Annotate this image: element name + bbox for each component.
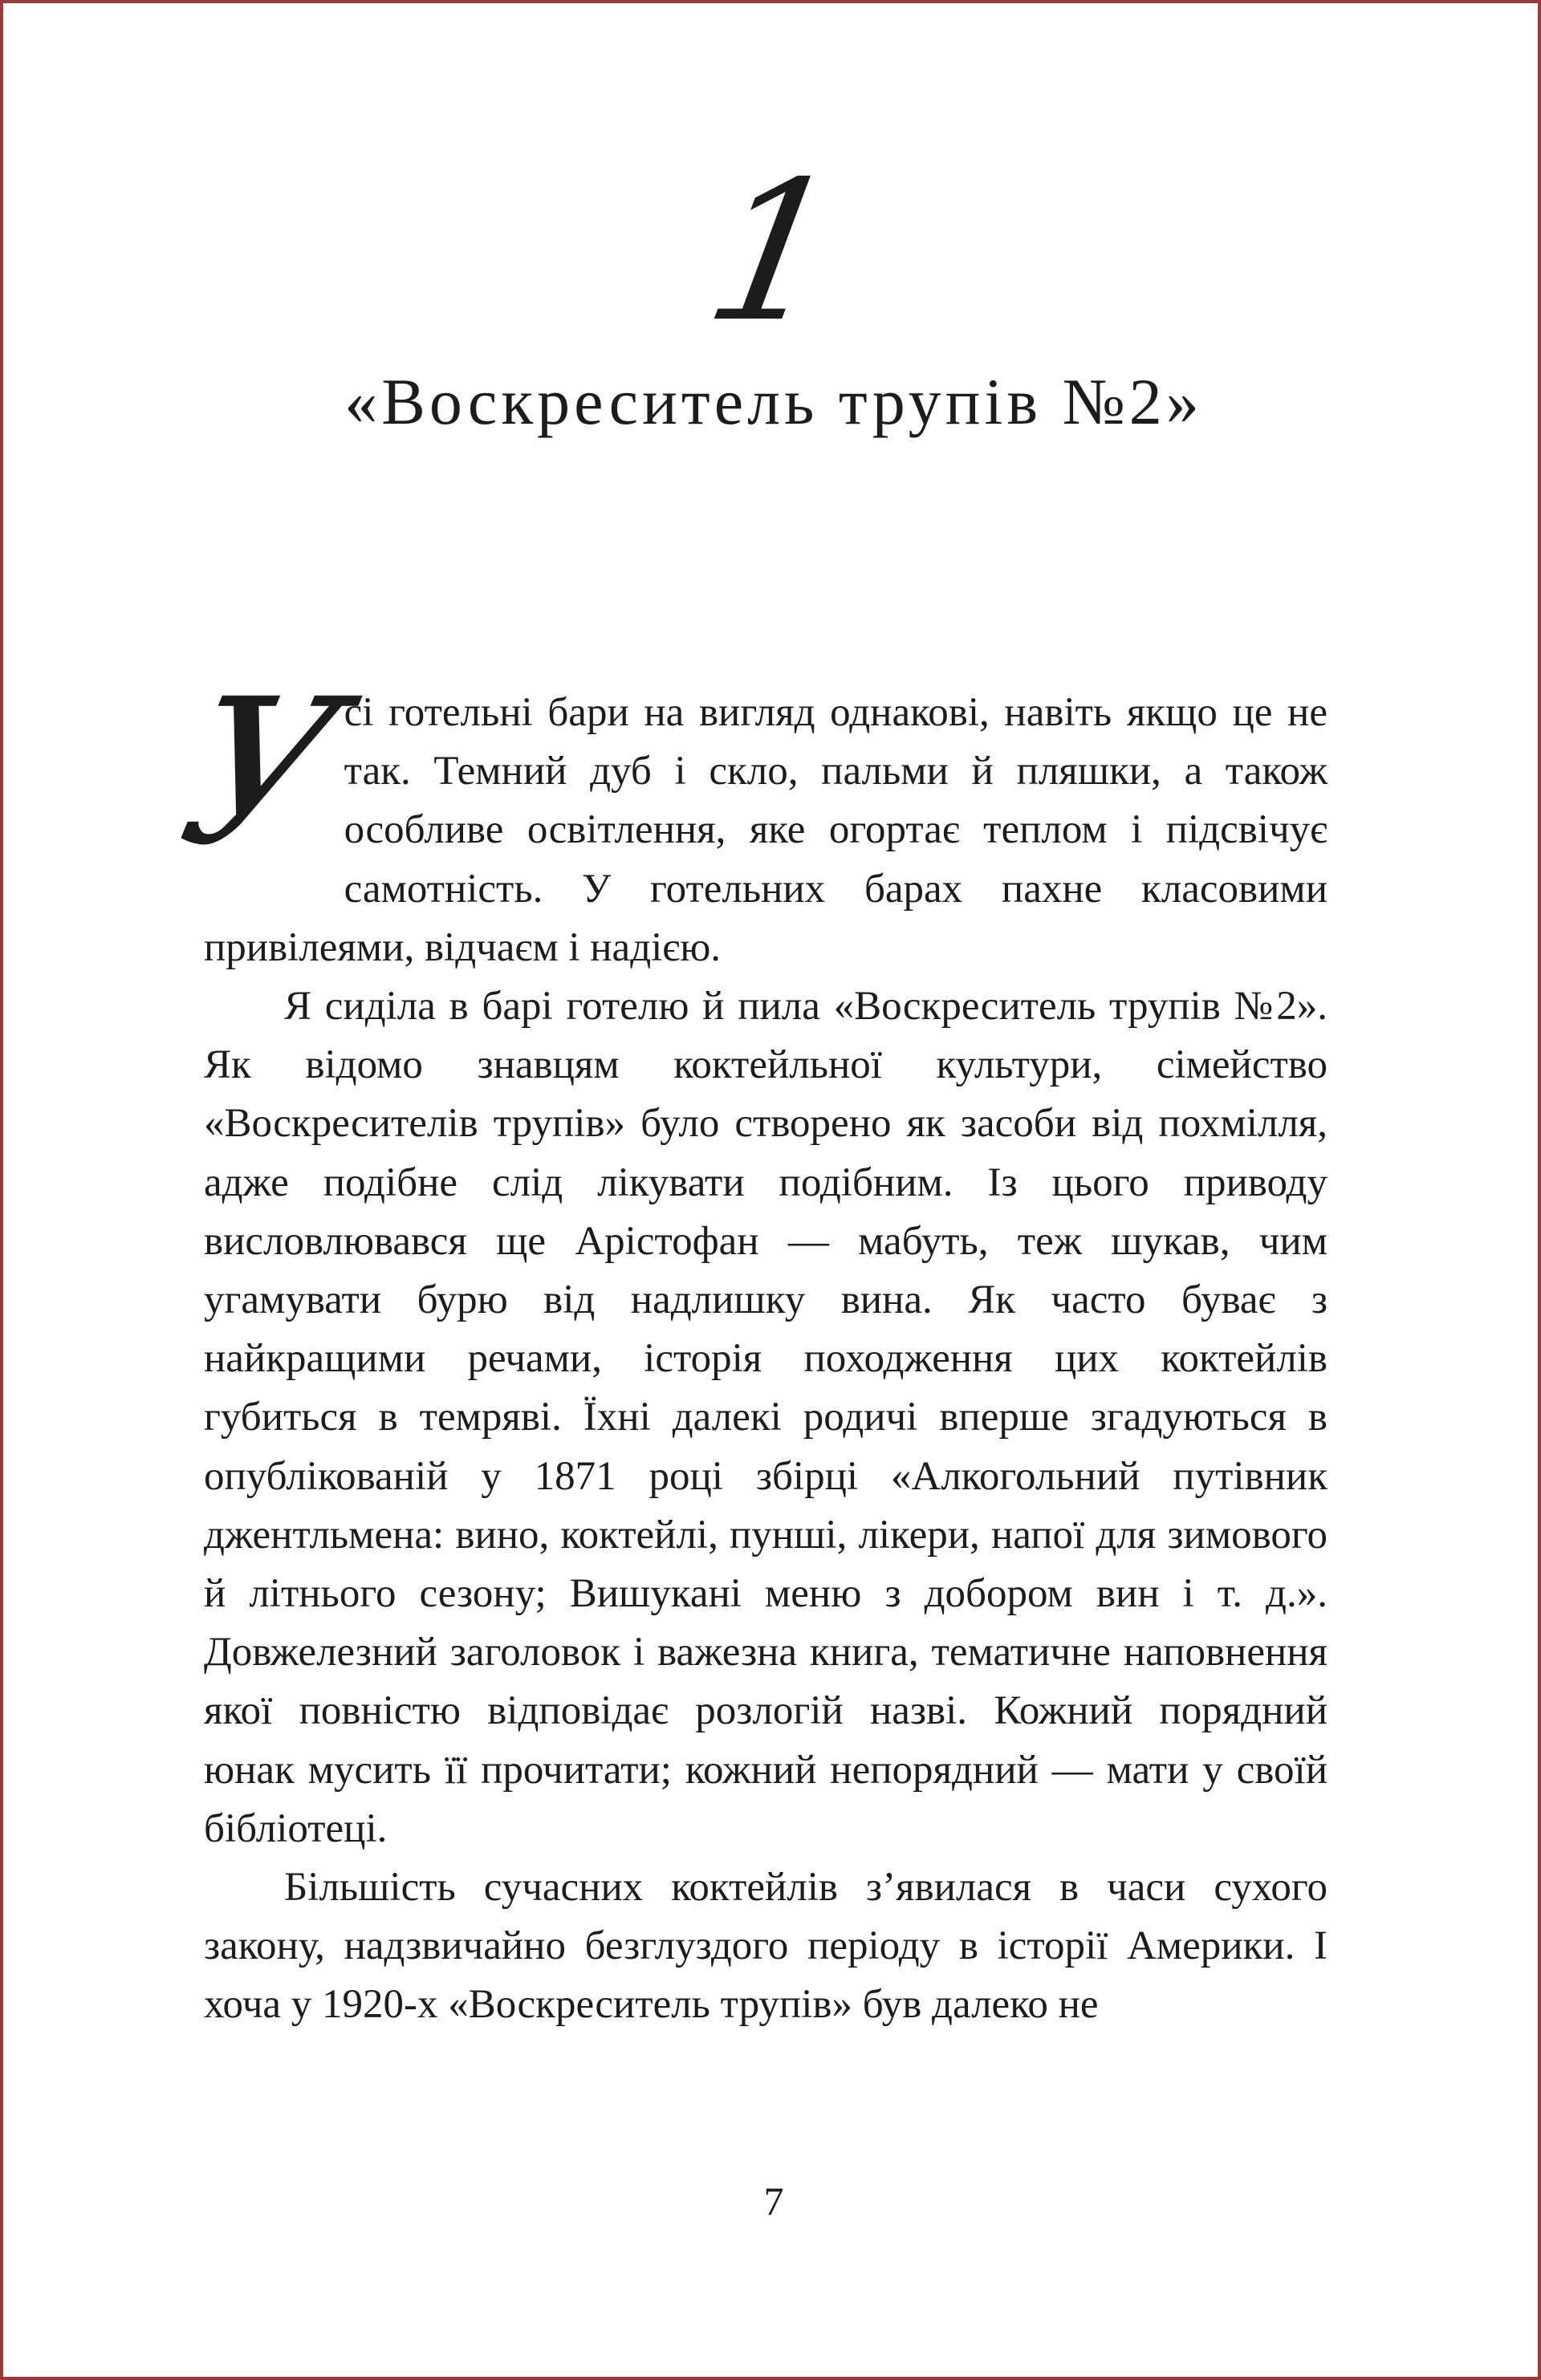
paragraph (164, 656, 1328, 977)
paragraph-text: сі готельні бари на вигляд однакові, навіть якщо це не так. Темний дуб і скло, пальми й пляшки, а також особливе освітлення, яке огортає теплом і підсвічує самотність. У готельних барах пахне класовими привілеями, відчаєм і надією. (204, 690, 1328, 970)
paragraph: Я сиділа в барі готелю й пила «Воскреситель трупів №2». Як відомо знавцям коктейльної культури, сімейство «Воскресителів трупів» було створено як засоби від похмілля, адже подібне слід лікувати подібним. Із цього приводу висловлювався ще Арістофан — мабуть, теж шукав, чим угамувати бурю від надлишку вина. Як часто буває з найкращими речами, історія походження цих коктейлів губиться в темряві. Їхні далекі родичі вперше згадуються в опублікованій у 1871 році збірці «Алкогольний путівник джентльмена: вино, коктейлі, пунші, лікери, напої для зимового й літнього сезону; Вишукані меню з добором вин і т. д.». Довжелезний заголовок і важезна книга, тематичне наповнення якої повністю відповідає розлогій назві. Кожний порядний юнак мусить її прочитати; кожний непорядний — мати у своїй бібліотеці. (204, 984, 1328, 1851)
chapter-number: 1 (692, 140, 856, 364)
page-number: 7 (763, 2179, 784, 2224)
body-text (164, 656, 1328, 2035)
drop-cap: У (164, 656, 360, 889)
paragraph: Більшість сучасних коктейлів з’явилася в часи сухого закону, надзвичайно безглуздого періоду в історії Америки. І хоча у 1920-х «Воскреситель трупів» був далеко не (204, 1865, 1328, 2028)
chapter-title: «Воскреситель трупів №2» (344, 365, 1203, 438)
